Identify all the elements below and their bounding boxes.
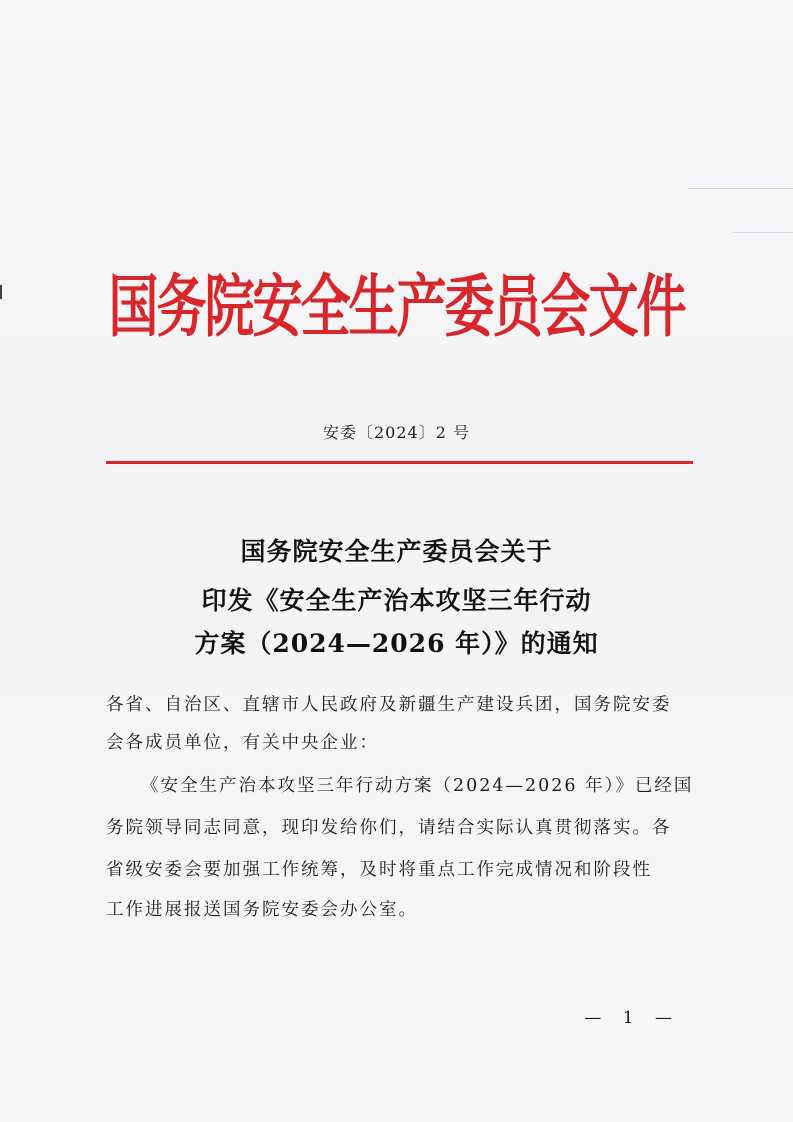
document-number: 安委〔2024〕2 号 bbox=[323, 423, 470, 442]
scan-artifact-line bbox=[688, 188, 793, 189]
masthead-title: 国务院安全生产委员会文件 bbox=[108, 267, 685, 347]
body-paragraph-line-4: 工作进展报送国务院安委会办公室。 bbox=[106, 900, 418, 920]
scan-artifact-line bbox=[733, 232, 793, 233]
addressee-line-1: 各省、自治区、直辖市人民政府及新疆生产建设兵团，国务院安委 bbox=[106, 695, 672, 715]
red-separator-line bbox=[106, 461, 693, 464]
body-paragraph-line-2: 务院领导同志同意，现印发给你们，请结合实际认真贯彻落实。各 bbox=[106, 818, 672, 838]
notice-title-line-2: 印发《安全生产治本攻坚三年行动 bbox=[201, 586, 592, 615]
addressee-line-2: 会各成员单位，有关中央企业： bbox=[106, 733, 379, 753]
page-number: — 1 — bbox=[584, 1008, 680, 1028]
body-paragraph-line-3: 省级安委会要加强工作统筹，及时将重点工作完成情况和阶段性 bbox=[106, 860, 652, 880]
notice-title-line-3: 方案（2024—2026 年）》的通知 bbox=[194, 629, 599, 658]
notice-title-line-1: 国务院安全生产委员会关于 bbox=[240, 537, 553, 566]
body-paragraph-line-1: 《安全生产治本攻坚三年行动方案（2024—2026 年）》已经国 bbox=[141, 776, 694, 796]
